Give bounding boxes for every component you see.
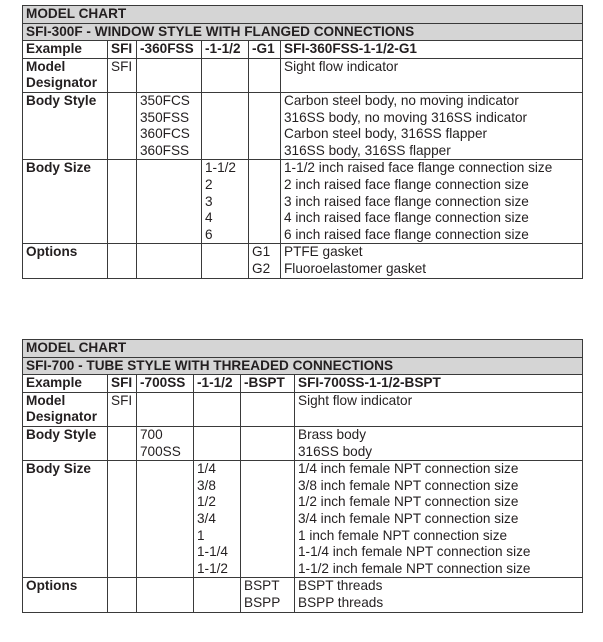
row-label-body-size: Body Size [23,160,108,244]
column-header-options: -BSPT [241,375,295,393]
column-header-options: -G1 [249,41,281,59]
row-label-body-style: Body Style [23,426,108,460]
body-style-description: 316SS body, 316SS flapper [284,142,451,158]
body-style-description: Carbon steel body, 316SS flapper [284,126,488,142]
body-size-descriptions [281,160,583,244]
body-size-code: 1-1/2 [205,160,236,176]
body-size-description: 3/4 inch female NPT connection size [298,510,519,526]
body-style-descriptions [295,426,583,460]
option-code: G2 [252,260,271,276]
column-header-row [23,41,583,59]
option-codes [241,578,295,612]
body-size-code: 3/8 [197,477,216,493]
body-style-description: Carbon steel body, no moving indicator [284,92,519,108]
body-size-code: 1/2 [197,494,216,510]
table-row-options [23,244,583,278]
body-size-description: 1/2 inch female NPT connection size [298,494,519,510]
body-size-code: 1/4 [197,461,216,477]
table-row-model-designator [23,58,583,92]
body-style-code: 700SS [140,443,181,459]
body-style-code: 700 [140,426,163,442]
option-code: G1 [252,244,271,260]
body-size-description: 3 inch raised face flange connection size [284,193,529,209]
option-description: Fluoroelastomer gasket [284,260,427,276]
row-label-model-designator: Model Designator [23,392,108,426]
model-chart-label: MODEL CHART [23,340,583,358]
body-size-description: 4 inch raised face flange connection size [284,210,529,226]
designator-description: Sight flow indicator [281,58,583,92]
body-style-description: 316SS body, no moving 316SS indicator [284,109,528,125]
table-row-body-size [23,160,583,244]
body-size-code: 1-1/2 [197,560,228,576]
row-label-model-designator: Model Designator [23,58,108,92]
column-header-body-size: -1-1/2 [194,375,241,393]
designator-description: Sight flow indicator [295,392,583,426]
body-style-codes [137,92,202,159]
option-description: BSPP threads [298,594,384,610]
body-style-description: Brass body [298,426,367,442]
table-title-row [23,357,583,375]
table-row-body-size [23,461,583,578]
designator-code: SFI [108,58,137,92]
model-chart-label: MODEL CHART [23,6,583,24]
body-size-code: 1 [197,527,205,543]
body-size-code: 6 [205,226,213,242]
column-header-body-size: -1-1/2 [202,41,249,59]
body-size-code: 3 [205,193,213,209]
model-chart-label-row [23,340,583,358]
body-size-code: 4 [205,210,213,226]
body-size-description: 1-1/2 inch female NPT connection size [298,560,531,576]
body-size-description: 1/4 inch female NPT connection size [298,461,519,477]
column-header-example-code: SFI-360FSS-1-1/2-G1 [281,41,583,59]
option-codes [249,244,281,278]
table-title: SFI-300F - WINDOW STYLE WITH FLANGED CONNECTIONS [23,23,583,41]
column-header-example: Example [23,375,108,393]
column-header-example: Example [23,41,108,59]
table-row-model-designator [23,392,583,426]
table-row-body-style [23,426,583,460]
body-style-code: 360FCS [140,126,190,142]
option-descriptions [295,578,583,612]
model-chart-label-row [23,6,583,24]
body-size-description: 1-1/2 inch raised face flange connection size [284,160,553,176]
table-title: SFI-700 - TUBE STYLE WITH THREADED CONNECTIONS [23,357,583,375]
row-label-body-size: Body Size [23,461,108,578]
body-size-codes [202,160,249,244]
body-style-description: 316SS body [298,443,373,459]
model-chart-table-sfi-300f [22,5,583,279]
body-size-code: 3/4 [197,510,216,526]
body-size-description: 2 inch raised face flange connection size [284,176,529,192]
column-header-body-style: -700SS [137,375,194,393]
option-descriptions [281,244,583,278]
body-style-descriptions [281,92,583,159]
option-description: PTFE gasket [284,244,363,260]
body-size-descriptions [295,461,583,578]
body-size-description: 6 inch raised face flange connection size [284,226,529,242]
body-size-description: 1 inch female NPT connection size [298,527,508,543]
row-label-options: Options [23,244,108,278]
body-size-code: 2 [205,176,213,192]
column-header-body-style: -360FSS [137,41,202,59]
model-chart-table-sfi-700 [22,339,583,613]
table-row-body-style [23,92,583,159]
body-style-code: 350FCS [140,92,190,108]
body-size-description: 1-1/4 inch female NPT connection size [298,544,531,560]
body-style-code: 360FSS [140,142,190,158]
column-header-example-code: SFI-700SS-1-1/2-BSPT [295,375,583,393]
option-description: BSPT threads [298,578,383,594]
body-size-code: 1-1/4 [197,544,228,560]
row-label-body-style: Body Style [23,92,108,159]
column-header-row [23,375,583,393]
designator-code: SFI [108,392,137,426]
option-code: BSPT [244,578,280,594]
body-style-code: 350FSS [140,109,190,125]
option-code: BSPP [244,594,281,610]
column-header-designator: SFI [108,375,137,393]
table-title-row [23,23,583,41]
body-size-description: 3/8 inch female NPT connection size [298,477,519,493]
column-header-designator: SFI [108,41,137,59]
table-row-options [23,578,583,612]
body-style-codes [137,426,194,460]
row-label-options: Options [23,578,108,612]
body-size-codes [194,461,241,578]
